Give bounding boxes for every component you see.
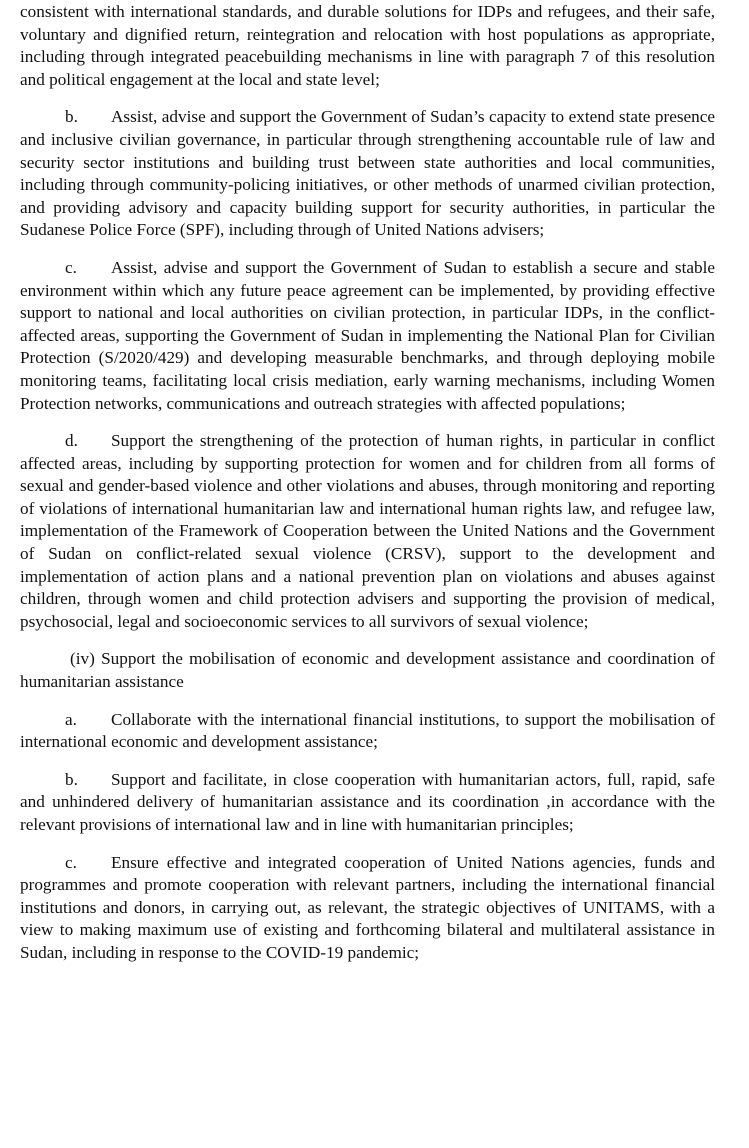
paragraph-label: b. <box>65 107 78 127</box>
paragraph-d-human-rights <box>20 430 715 633</box>
paragraph-b-humanitarian-delivery <box>20 769 715 837</box>
paragraph-label: a. <box>65 709 77 729</box>
paragraph-label: d. <box>65 431 78 451</box>
paragraph-c-secure-environment <box>20 257 715 415</box>
section-iv-heading <box>20 648 715 693</box>
paragraph-label: b. <box>65 769 78 789</box>
paragraph-text: consistent with international standards, and durable solutions for IDPs and refugees, and their safe, voluntary and dignified return, reintegration and relocation with host populations as appropriate, including through integrated peacebuilding mechanisms in line with paragraph 7 of this resolution and political engagement at the local and state level; <box>20 2 715 89</box>
paragraph-text: Assist, advise and support the Government of Sudan’s capacity to extend state presence and inclusive civilian governance, in particular through strengthening accountable rule of law and security sector institutions and building trust between state authorities and local communities, including through community-policing initiatives, or other methods of unarmed civilian protection, and providing advisory and capacity building support for security authorities, in particular the Sudanese Police Force (SPF), including through of United Nations advisers; <box>20 107 715 240</box>
paragraph-text: Collaborate with the international financial institutions, to support the mobilisation of international economic and development assistance; <box>20 709 715 752</box>
paragraph-text: Support the strengthening of the protection of human rights, in particular in conflict affected areas, including by supporting protection for women and for children from all forms of sexual and gender-based violence and other violations and abuses, through monitoring and reporting of violations of international humanitarian law and international human rights law, and refugee law, implementation of the Framework of Cooperation between the United Nations and the Government of Sudan on conflict-related sexual violence (CRSV), support to the development and implementation of action plans and a national prevention plan on violations and abuses against children, through women and child protection advisers and supporting the provision of medical, psychosocial, legal and socioeconomic services to all survivors of sexual violence; <box>20 431 715 631</box>
paragraph-text: Ensure effective and integrated cooperation of United Nations agencies, funds and programmes and promote cooperation with relevant partners, including the international financial institutions and donors, in carrying out, as relevant, the strategic objectives of UNITAMS, with a view to making maximum use of existing and forthcoming bilateral and multilateral assistance in Sudan, including in response to the COVID-19 pandemic; <box>20 852 715 962</box>
paragraph-label: c. <box>65 852 77 872</box>
document-page <box>20 1 715 965</box>
paragraph-b-state-presence <box>20 106 715 242</box>
paragraph-text: Support and facilitate, in close cooperation with humanitarian actors, full, rapid, safe and unhindered delivery of humanitarian assistance and its coordination ,in accordance with the relevant provisions of international law and in line with humanitarian principles; <box>20 769 715 834</box>
paragraph-c-un-cooperation <box>20 852 715 965</box>
section-heading-text: (iv) Support the mobilisation of economic and development assistance and coordination of humanitarian assistance <box>20 649 715 692</box>
paragraph-label: c. <box>65 257 77 277</box>
paragraph-continuation <box>20 1 715 91</box>
paragraph-a-financial-institutions <box>20 709 715 754</box>
paragraph-text: Assist, advise and support the Government of Sudan to establish a secure and stable environment within which any future peace agreement can be implemented, by providing effective support to national and local authorities on civilian protection, in particular IDPs, in the conflict-affected areas, supporting the Government of Sudan in implementing the National Plan for Civilian Protection (S/2020/429) and developing measurable benchmarks, and through deploying mobile monitoring teams, facilitating local crisis mediation, early warning mechanisms, including Women Protection networks, communications and outreach strategies with affected populations; <box>20 257 715 413</box>
